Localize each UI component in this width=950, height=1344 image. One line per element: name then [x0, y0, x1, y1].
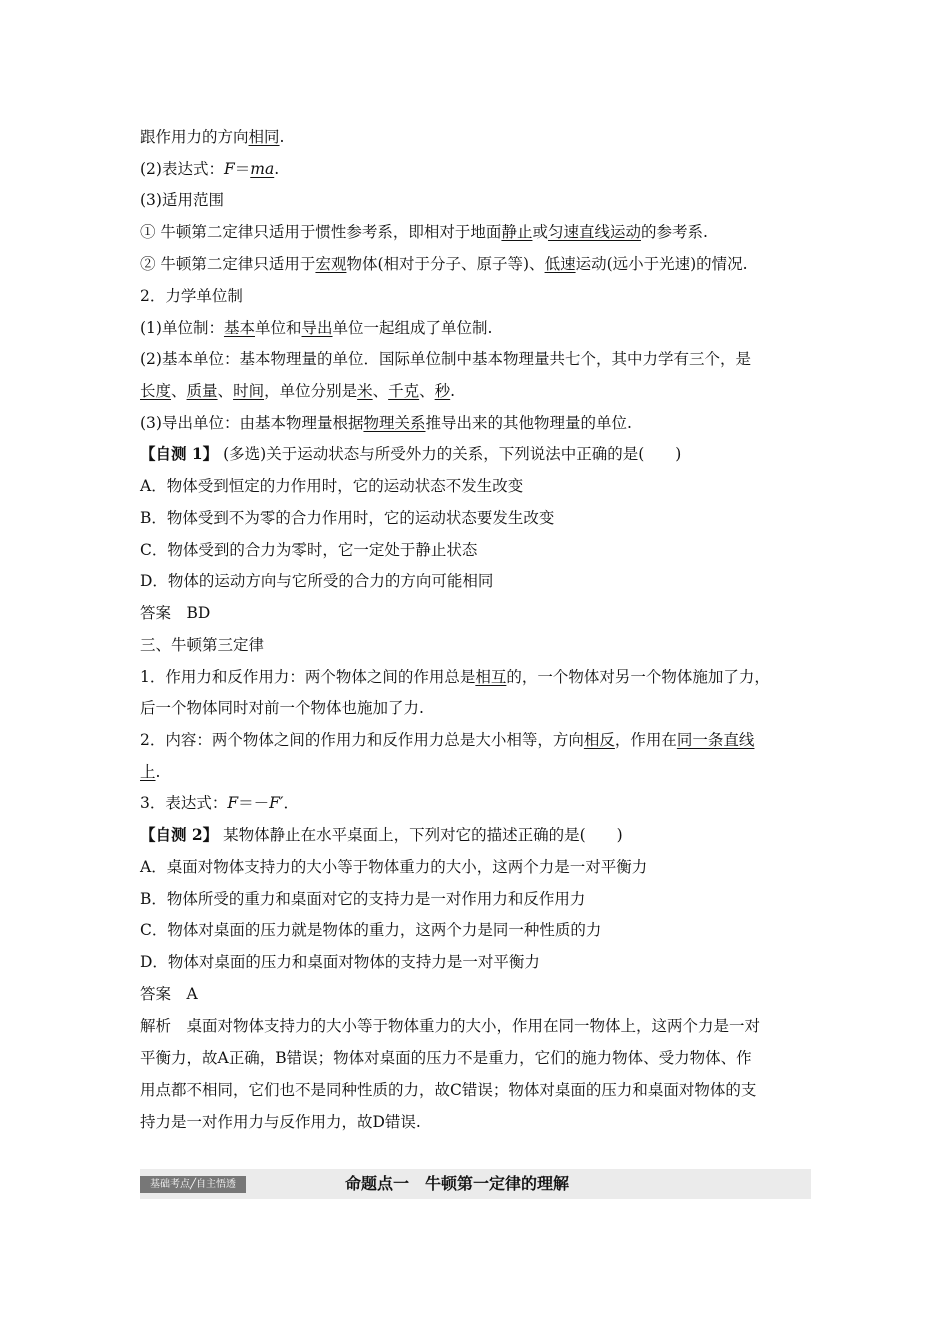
text-segment: 3．表达式：: [140, 794, 228, 812]
text-segment: 持力是一对作用力与反作用力，故D错误.: [140, 1113, 421, 1131]
underlined-term: 米: [357, 382, 373, 400]
text-line: [140, 190, 815, 210]
text-segment: ．: [283, 794, 299, 812]
text-line: [140, 889, 815, 909]
text-segment: B．物体受到不为零的合力作用时，它的运动状态要发生改变: [140, 509, 555, 527]
text-line: [140, 920, 815, 940]
text-segment: ② 牛顿第二定律只适用于: [140, 255, 316, 273]
text-segment: A．物体受到恒定的力作用时，它的运动状态不发生改变: [140, 477, 524, 495]
text-segment: 解析 桌面对物体支持力的大小等于物体重力的大小，作用在同一物体上，这两个力是一对: [140, 1017, 761, 1035]
section-tag: 基础考点╱自主悟透: [140, 1176, 246, 1193]
text-segment: F: [227, 794, 239, 812]
text-line: [140, 1016, 815, 1036]
text-line: [140, 1048, 815, 1068]
underlined-term: 低速: [544, 255, 576, 273]
text-line: [140, 476, 815, 496]
text-segment: (2)基本单位：基本物理量的单位．国际单位制中基本物理量共七个，其中力学有三个，是: [140, 350, 751, 368]
text-segment: (1)单位制：: [140, 319, 224, 337]
text-line: [140, 857, 815, 877]
text-segment: (多选)关于运动状态与所受外力的关系，下列说法中正确的是( ): [218, 445, 682, 463]
text-segment: .: [155, 763, 161, 781]
underlined-term: ma: [250, 160, 275, 178]
text-segment: 推导出来的其他物理量的单位.: [425, 414, 632, 432]
text-line: [140, 222, 815, 242]
text-line: [140, 254, 815, 274]
text-line: [140, 698, 815, 718]
text-segment: 单位一起组成了单位制.: [332, 319, 493, 337]
underlined-term: 匀速直线运动: [547, 223, 641, 241]
text-segment: A．桌面对物体支持力的大小等于物体重力的大小，这两个力是一对平衡力: [140, 858, 648, 876]
underlined-term: 相同: [248, 128, 280, 146]
underlined-term: 时间: [233, 382, 265, 400]
section-heading-bar: [140, 1169, 811, 1199]
text-line: [140, 444, 815, 464]
text-segment: 单位和: [254, 319, 302, 337]
text-segment: ＝: [234, 160, 251, 178]
text-line: [140, 508, 815, 528]
text-segment: ，单位分别是: [264, 382, 358, 400]
text-segment: (2)表达式：: [140, 160, 224, 178]
text-segment: 后一个物体同时对前一个物体也施加了力.: [140, 699, 424, 717]
text-line: [140, 1080, 815, 1100]
text-segment: .: [450, 382, 456, 400]
text-segment: 运动(远小于光速)的情况.: [575, 255, 748, 273]
text-segment: 三、牛顿第三定律: [140, 636, 265, 654]
text-line: [140, 1112, 815, 1132]
text-segment: 、: [372, 382, 389, 400]
text-segment: 物体(相对于分子、原子等)、: [346, 255, 545, 273]
text-segment: C．物体受到的合力为零时，它一定处于静止状态: [140, 541, 478, 559]
text-line: [140, 381, 815, 401]
underlined-term: 质量: [186, 382, 218, 400]
text-segment: 的，一个物体对另一个物体施加了力，: [506, 668, 770, 686]
text-segment: D．物体的运动方向与它所受的合力的方向可能相同: [140, 572, 494, 590]
underlined-term: 静止: [501, 223, 533, 241]
text-segment: (3)适用范围: [140, 191, 224, 209]
text-segment: 、: [171, 382, 187, 400]
text-line: [140, 349, 815, 369]
text-segment: 【自测 1】: [140, 444, 219, 463]
text-line: [140, 825, 815, 845]
text-segment: ，作用在: [614, 731, 677, 749]
underlined-term: 长度: [140, 382, 172, 400]
text-segment: 平衡力，故A正确，B错误；物体对桌面的压力不是重力，它们的施力物体、受力物体、作: [140, 1049, 752, 1067]
text-segment: 1．作用力和反作用力：两个物体之间的作用总是: [140, 668, 476, 686]
text-segment: 的参考系.: [640, 223, 708, 241]
underlined-term: 千克: [388, 382, 420, 400]
text-line: [140, 667, 815, 687]
text-line: [140, 127, 815, 147]
text-segment: F: [223, 160, 235, 178]
section-title: 命题点一 牛顿第一定律的理解: [345, 1174, 570, 1193]
text-segment: ＝－: [238, 794, 270, 812]
underlined-term: 物理关系: [363, 414, 426, 432]
text-line: [140, 571, 815, 591]
text-segment: 答案 BD: [140, 604, 211, 622]
text-segment: D．物体对桌面的压力和桌面对物体的支持力是一对平衡力: [140, 953, 540, 971]
text-line: [140, 540, 815, 560]
text-segment: 答案 A: [140, 985, 198, 1003]
text-line: [140, 286, 815, 306]
text-segment: C．物体对桌面的压力就是物体的重力，这两个力是同一种性质的力: [140, 921, 602, 939]
underlined-term: 相反: [583, 731, 615, 749]
underlined-term: 同一条直线: [676, 731, 755, 749]
underlined-term: 相互: [475, 668, 507, 686]
text-line: [140, 730, 815, 750]
underlined-term: 上: [140, 763, 156, 781]
text-segment: 、: [419, 382, 435, 400]
text-segment: 【自测 2】: [140, 825, 219, 844]
text-segment: F′: [269, 794, 284, 812]
text-segment: 2．力学单位制: [140, 287, 243, 305]
text-line: [140, 413, 815, 433]
underlined-term: 秒: [434, 382, 451, 400]
text-segment: 、: [217, 382, 234, 400]
underlined-term: 导出: [301, 319, 333, 337]
text-line: [140, 793, 815, 813]
text-line: [140, 762, 815, 782]
text-segment: (3)导出单位：由基本物理量根据: [140, 414, 364, 432]
underlined-term: 宏观: [315, 255, 347, 273]
text-line: [140, 984, 815, 1004]
text-segment: 2．内容：两个物体之间的作用力和反作用力总是大小相等，方向: [140, 731, 584, 749]
text-segment: 或: [532, 223, 548, 241]
text-segment: 某物体静止在水平桌面上，下列对它的描述正确的是( ): [218, 826, 623, 844]
text-line: [140, 952, 815, 972]
text-segment: .: [279, 128, 285, 146]
text-line: [140, 318, 815, 338]
text-line: [140, 603, 815, 623]
text-segment: 用点都不相同，它们也不是同种性质的力，故C错误；物体对桌面的压力和桌面对物体的支: [140, 1081, 757, 1099]
text-line: [140, 635, 815, 655]
text-line: [140, 159, 815, 179]
text-segment: .: [274, 160, 280, 178]
text-segment: 跟作用力的方向: [140, 128, 249, 146]
underlined-term: 基本: [223, 319, 255, 337]
text-segment: ① 牛顿第二定律只适用于惯性参考系，即相对于地面: [140, 223, 502, 241]
text-segment: B．物体所受的重力和桌面对它的支持力是一对作用力和反作用力: [140, 890, 586, 908]
